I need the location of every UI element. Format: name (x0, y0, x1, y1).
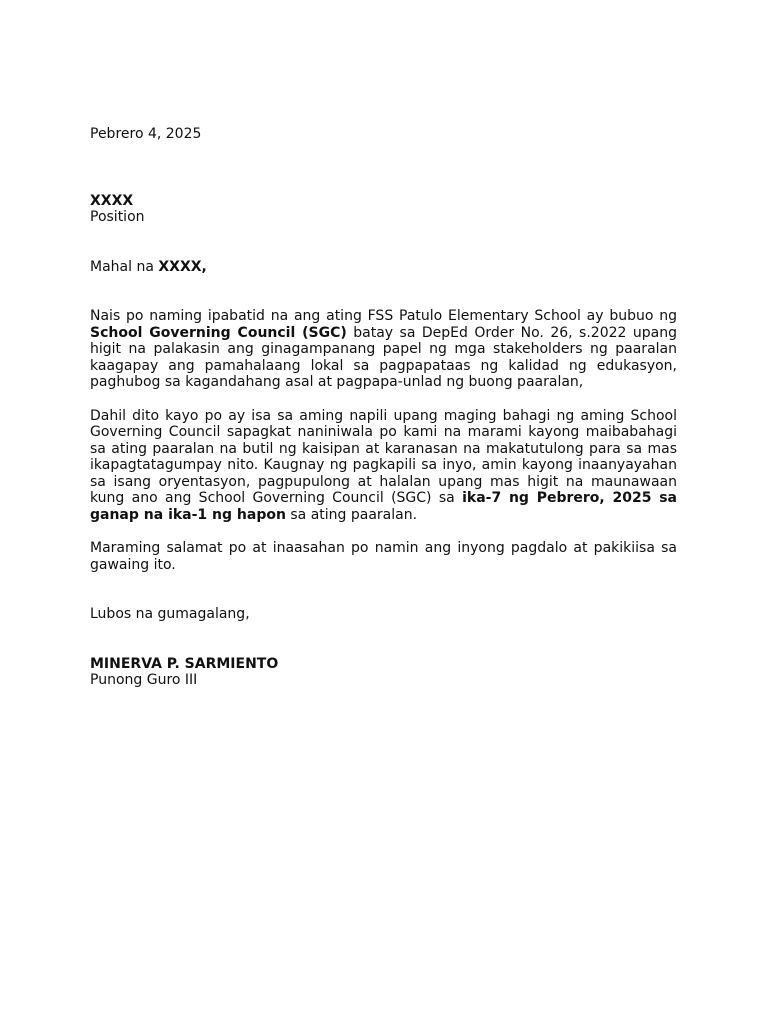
salutation-name: XXXX, (158, 258, 207, 275)
letter-page (90, 126, 677, 689)
closing: Lubos na gumagalang, (90, 606, 250, 622)
paragraph-2-bold: ika-7 ng Pebrero, 2025 sa ganap na ika-1 ng hapon (90, 490, 677, 523)
letter-date: Pebrero 4, 2025 (90, 126, 202, 142)
body-paragraph-3: Maraming salamat po at inaasahan po namin ang inyong pagdalo at pakikiisa sa gawaing ito. (90, 540, 677, 573)
paragraph-1-text-a: Nais po naming ipabatid na ang ating FSS Patulo Elementary School ay bubuo ng (90, 308, 677, 324)
signer-title: Punong Guro III (90, 672, 198, 688)
paragraph-2-text-a: Dahil dito kayo po ay isa sa aming napili upang maging bahagi ng aming School Governing Council sapagkat naniniwala po kami na marami kayong maibabahagi sa ating paaralan na butil ng kaisipan at karanasan na makatutulong para sa mas ikapagtatagumpay nito. Kaugnay ng pagkapili sa inyo, amin kayong inaanyayahan sa isang oryentasyon, pagpupulong at halalan upang mas higit na maunawaan kung ano ang School Governing Council (SGC) sa (90, 407, 677, 506)
paragraph-2-text-b: sa ating paaralan. (285, 506, 418, 523)
body-paragraph-1 (90, 308, 677, 391)
paragraph-1-text-b: batay sa DepEd Order No. 26, s.2022 upang higit na palakasin ang ginagampanang papel ng mga stakeholders ng paaralan kaagapay ang pamahalaang lokal sa pagpapataas ng kalidad ng edukasyon, paghubog sa kagandahang asal at pagpapa-unlad ng buong paaralan, (90, 324, 677, 390)
paragraph-1-bold: School Governing Council (SGC) (90, 324, 347, 341)
body-paragraph-2 (90, 408, 677, 524)
recipient-position: Position (90, 209, 145, 225)
salutation-prefix: Mahal na (90, 258, 159, 275)
signer-name: MINERVA P. SARMIENTO (90, 655, 279, 672)
recipient-name: XXXX (90, 192, 134, 209)
salutation (90, 259, 677, 276)
